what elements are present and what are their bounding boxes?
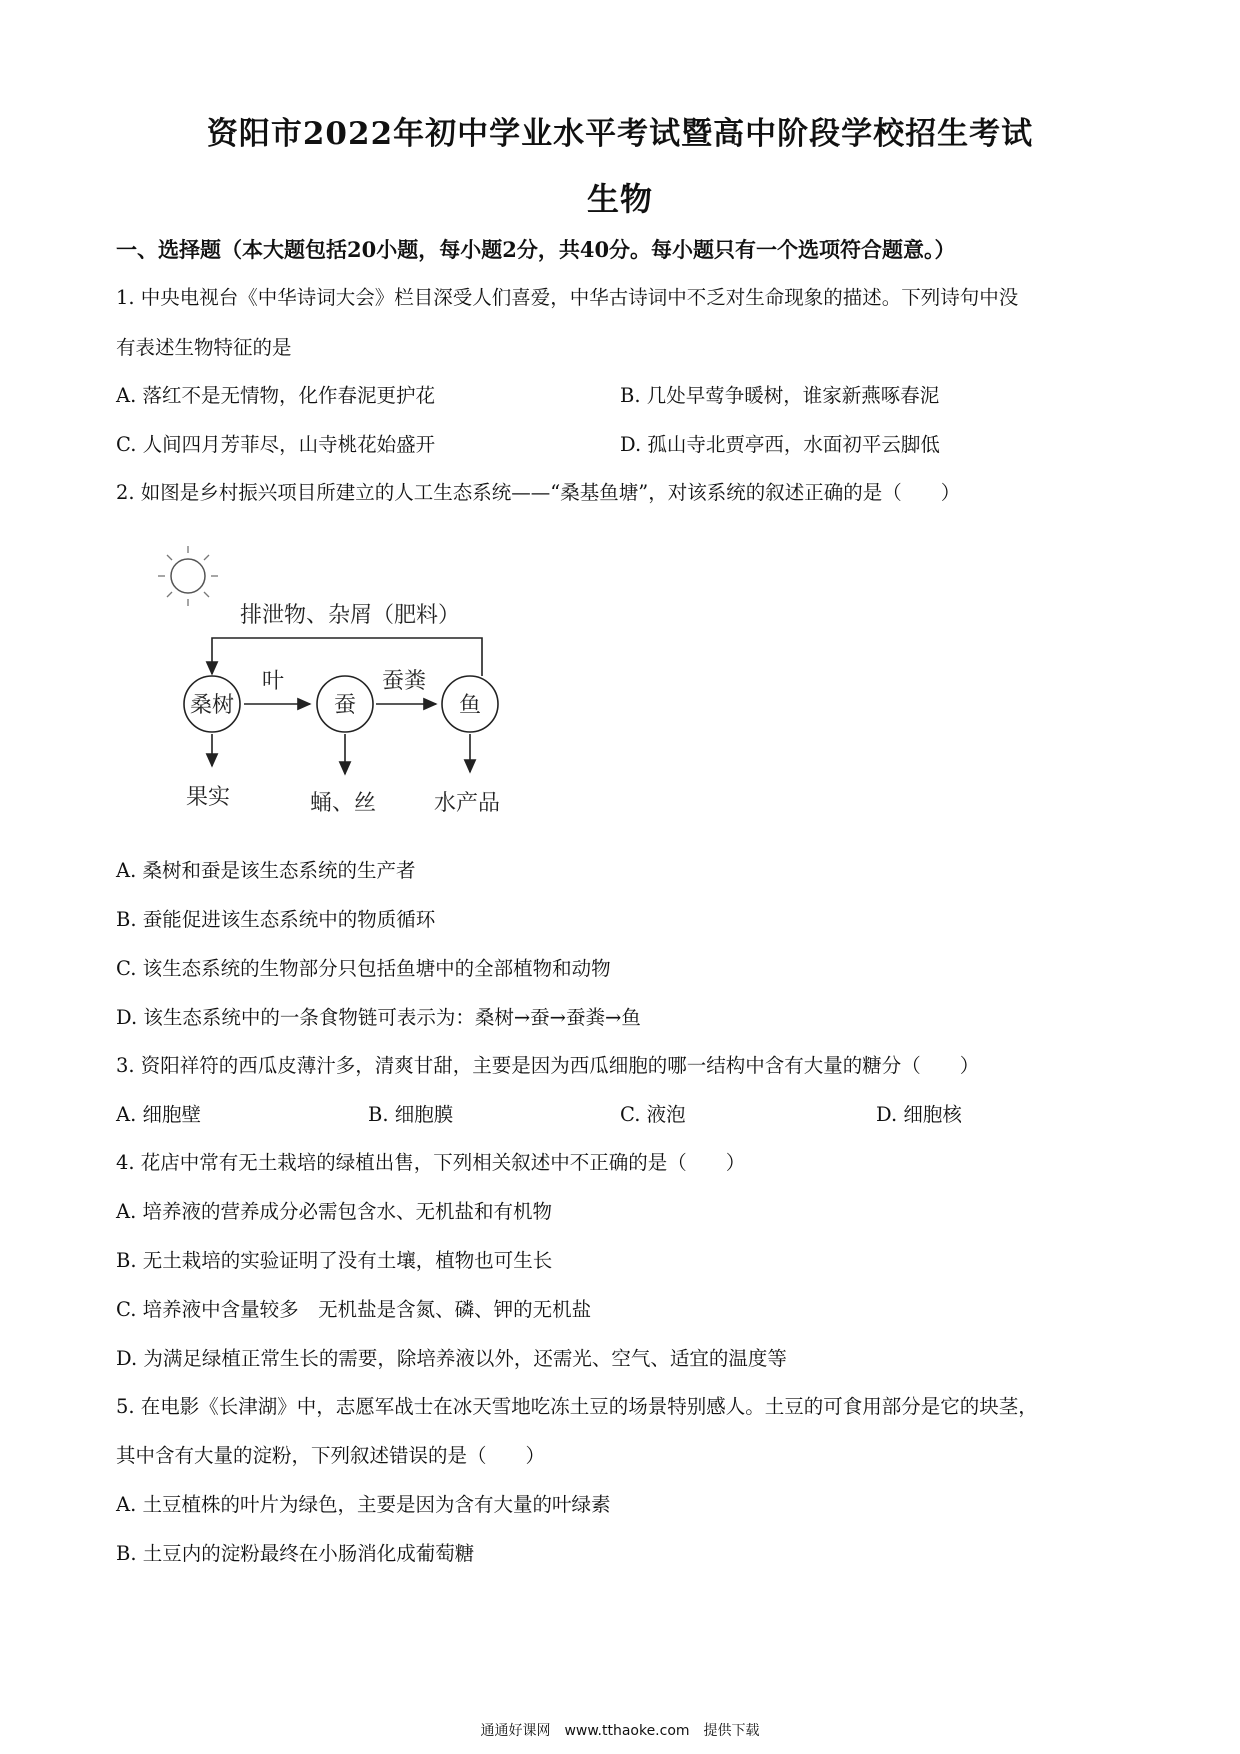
q1-option-d: D. 孤山寺北贾亭西，水面初平云脚低 xyxy=(620,433,940,456)
q4-stem: 4. 花店中常有无土栽培的绿植出售，下列相关叙述中不正确的是（ ） xyxy=(116,1151,746,1174)
q2-option-a: A. 桑树和蚕是该生态系统的生产者 xyxy=(116,859,416,882)
output2-label: 蛹、丝 xyxy=(310,791,377,816)
exam-title: 资阳市2022年初中学业水平考试暨高中阶段学校招生考试 xyxy=(206,116,1034,152)
q1-option-a: A. 落红不是无情物，化作春泥更护花 xyxy=(116,384,435,407)
q5-option-a: A. 土豆植株的叶片为绿色，主要是因为含有大量的叶绿素 xyxy=(116,1493,611,1516)
q2-option-c: C. 该生态系统的生物部分只包括鱼塘中的全部植物和动物 xyxy=(116,957,611,980)
q3-option-b: B. 细胞膜 xyxy=(368,1103,454,1126)
q5-stem-line2: 其中含有大量的淀粉，下列叙述错误的是（ ） xyxy=(116,1444,546,1467)
q4-option-b: B. 无土栽培的实验证明了没有土壤，植物也可生长 xyxy=(116,1249,553,1272)
q2-stem: 2. 如图是乡村振兴项目所建立的人工生态系统——“桑基鱼塘”，对该系统的叙述正确的是（ ） xyxy=(116,481,961,504)
q5-stem-line1: 5. 在电影《长津湖》中，志愿军战士在冰天雪地吃冻土豆的场景特别感人。土豆的可食用部分是它的块茎， xyxy=(116,1395,1038,1418)
q1-option-b: B. 几处早莺争暖树，谁家新燕啄春泥 xyxy=(620,384,940,407)
arrow2-label: 蚕粪 xyxy=(382,669,427,694)
diagram-top-label: 排泄物、杂屑（肥料） xyxy=(240,603,461,628)
q5-option-b: B. 土豆内的淀粉最终在小肠消化成葡萄糖 xyxy=(116,1542,475,1565)
q3-option-a: A. 细胞壁 xyxy=(116,1103,201,1126)
q4-option-d: D. 为满足绿植正常生长的需要，除培养液以外，还需光、空气、适宜的温度等 xyxy=(116,1347,787,1370)
sun-icon xyxy=(158,546,218,606)
arrow1-label: 叶 xyxy=(262,669,285,694)
node2-label: 蚕 xyxy=(333,693,357,718)
page-footer: 通通好课网 www.tthaoke.com 提供下载 xyxy=(480,1723,760,1739)
mulberry-fishpond-diagram xyxy=(150,538,550,820)
q1-stem-line2: 有表述生物特征的是 xyxy=(116,336,292,359)
output1-label: 果实 xyxy=(186,785,231,810)
feedback-arrow xyxy=(212,638,482,676)
q1-stem-line1: 1. 中央电视台《中华诗词大会》栏目深受人们喜爱，中华古诗词中不乏对生命现象的描述。下列诗句中没 xyxy=(116,286,1019,309)
q4-option-c: C. 培养液中含量较多 无机盐是含氮、磷、钾的无机盐 xyxy=(116,1298,592,1321)
q3-option-c: C. 液泡 xyxy=(620,1103,686,1126)
q3-option-d: D. 细胞核 xyxy=(876,1103,962,1126)
output3-label: 水产品 xyxy=(434,791,501,816)
q1-option-c: C. 人间四月芳菲尽，山寺桃花始盛开 xyxy=(116,433,436,456)
q2-option-b: B. 蚕能促进该生态系统中的物质循环 xyxy=(116,908,436,931)
q3-stem: 3. 资阳祥符的西瓜皮薄汁多，清爽甘甜，主要是因为西瓜细胞的哪一结构中含有大量的糖分（ ） xyxy=(116,1054,980,1077)
node3-label: 鱼 xyxy=(458,693,482,718)
q2-option-d: D. 该生态系统中的一条食物链可表示为：桑树→蚕→蚕粪→鱼 xyxy=(116,1006,641,1029)
exam-subject: 生物 xyxy=(586,180,653,218)
q4-option-a: A. 培养液的营养成分必需包含水、无机盐和有机物 xyxy=(116,1200,552,1223)
section-heading: 一、选择题（本大题包括20小题，每小题2分，共40分。每小题只有一个选项符合题意。） xyxy=(116,237,956,262)
node1-label: 桑树 xyxy=(189,693,235,718)
